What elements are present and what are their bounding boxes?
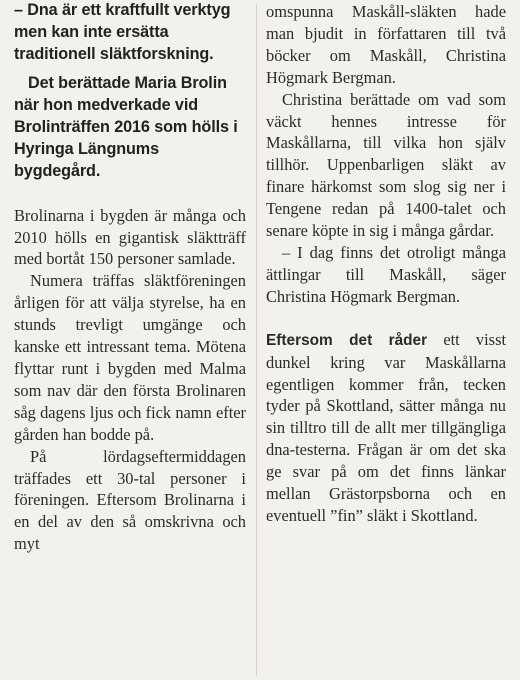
lead-paragraph-attribution: Det berättade Maria Brolin när hon medverkade vid Brolinträffen 2016 som hölls i Hyringa Längnums bygdegård. — [14, 73, 238, 181]
section-paragraph — [266, 329, 506, 527]
column-divider — [256, 4, 257, 676]
body-paragraph: Brolinarna i bygden är många och 2010 hölls en gigantisk släktträff med bortåt 150 personer samlade. — [14, 205, 246, 269]
right-column — [266, 0, 506, 680]
section-text: ett visst dunkel kring var Maskållarna egentligen kommer från, tecken tyder på Skottland, sätter många nu sin tilltro till de allt mer tillgängliga dna-testerna. Frågan är om det ska ge svar på om det finns länkar mellan Grästorpsborna och en eventuell ”fin” släkt i Skottland. — [266, 329, 506, 525]
lead-paragraph-quote: – Dna är ett kraftfullt verktyg men kan inte ersätta traditionell släktforskning. — [14, 1, 231, 64]
spacer — [14, 183, 246, 205]
quote-paragraph: – I dag finns det otroligt många ättlingar till Maskåll, säger Christina Högmark Bergman. — [266, 242, 506, 306]
body-paragraph: På lördagseftermiddagen träffades ett 30-tal personer i föreningen. Eftersom Brolinarna i en del av den så omskrivna och myt — [14, 446, 246, 554]
body-paragraph-continued: omspunna Maskåll-släkten hade man bjudit in författaren till två böcker om Maskåll, Christina Högmark Bergman. — [266, 2, 506, 87]
body-paragraph: Numera träffas släktföreningen årligen för att välja styrelse, ha en stunds trevligt umgänge och kanske ett intressant tema. Mötena flyttar runt i bygden med Malma som nav där den första Brolinaren såg dagens ljus och fick namn efter gården han bodde på. — [14, 271, 246, 444]
left-column — [14, 0, 246, 680]
section-lead-in: Eftersom det råder — [266, 331, 428, 349]
spacer — [266, 308, 506, 329]
body-paragraph: Christina berättade om vad som väckt hennes intresse för Maskållarna, till vilka hon själv tillhör. Uppenbarligen släkt av finare härkomst som slog sig ner i Tengene redan på 1400-talet och senare köpte in sig i många gårdar. — [266, 89, 506, 241]
